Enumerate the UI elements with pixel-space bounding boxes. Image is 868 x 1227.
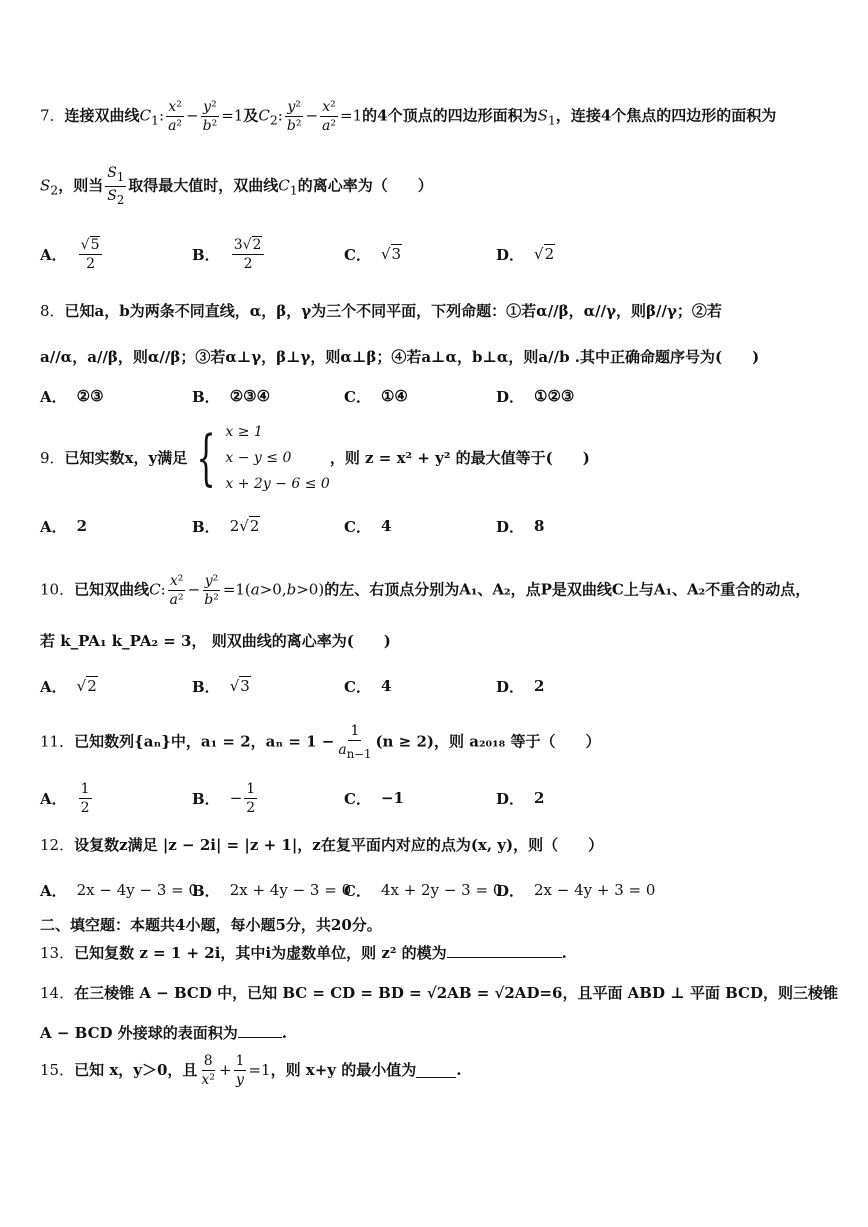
question-12: 12．设复数z满足 |z − 2i| = |z + 1|，z在复平面内对应的点为(x, y)，则（ ） bbox=[40, 836, 604, 854]
question-14-line2: A − BCD 外接球的表面积为 . bbox=[40, 1024, 288, 1042]
option-a: A． √2 bbox=[40, 677, 97, 696]
option-c: C． −1 bbox=[344, 789, 404, 808]
option-d: D． 2x − 4y + 3 = 0 bbox=[496, 881, 656, 900]
question-8-options bbox=[40, 376, 840, 416]
option-b: B． $\frac{3√2}{2}$ bbox=[192, 234, 266, 274]
option-d: D． 2 bbox=[496, 789, 545, 808]
option-c: C． 4 bbox=[344, 517, 392, 536]
option-b: B． − $\frac{1}{2}$ bbox=[192, 780, 256, 816]
option-a: A． 2x − 4y − 3 = 0 bbox=[40, 881, 199, 900]
option-b: B． 2√2 bbox=[192, 517, 260, 536]
question-7-options bbox=[40, 234, 840, 274]
question-15: 15． 已知 x，y＞0，且 $\frac{8}{\text{x²}}$ + $\frac{1}{y}$ =1 ，则 x+y 的最小值为 . bbox=[40, 1052, 462, 1088]
question-8-line2: a//α，a//β，则α//β；③若α⊥γ，β⊥γ，则α⊥β；④若a⊥α，b⊥α，则a//b .其中正确命题序号为( ) bbox=[40, 348, 760, 366]
question-11-options bbox=[40, 778, 840, 818]
question-7: 7．连接双曲线$C_1$: $\frac{\text{x²}}{\text{a²}}$ − $\frac{\text{y²}}{\text{b²}}$ =1及$C_2$: $\frac{\text{y²}}{\text{b²}}$ − $\frac{\text{x²}}{\text{a²}}$ =1的4个顶点的四边形面积为$S_1$，连接4个焦点的四边形的面积为 bbox=[40, 99, 777, 134]
option-d: D． √2 bbox=[496, 245, 555, 264]
option-c: C． 4 bbox=[344, 677, 392, 696]
question-10: 10．已知双曲线C: $\frac{\text{x²}}{\text{a²}}$ − $\frac{\text{y²}}{\text{b²}}$ =1(a>0,b>0)的左、右顶点分别为A₁、A₂，点P是双曲线C上与A₁、A₂不重合的动点， bbox=[40, 573, 811, 608]
question-9-options bbox=[40, 506, 840, 546]
option-d: D． 2 bbox=[496, 677, 545, 696]
question-14: 14．在三棱锥 A − BCD 中，已知 BC = CD = BD = √2AB = √2AD=6，且平面 ABD ⊥ 平面 BCD，则三棱锥 bbox=[40, 984, 838, 1002]
answer-blank[interactable] bbox=[447, 957, 562, 958]
option-a: A． $\frac{√5}{2}$ bbox=[40, 234, 104, 274]
question-10-line2: 若 k_PA₁ k_PA₂ = 3， 则双曲线的离心率为( ) bbox=[40, 632, 391, 650]
option-a: A． 2 bbox=[40, 517, 88, 536]
option-c: C． ①④ bbox=[344, 387, 408, 406]
option-d: D． ①②③ bbox=[496, 387, 575, 406]
option-b: B． √3 bbox=[192, 677, 250, 696]
option-c: C． √3 bbox=[344, 245, 402, 264]
question-7-line2: $S_2$，则当 $\frac{S_1}{S_2}$ 取得最大值时，双曲线$C_1$的离心率为（ ） bbox=[40, 165, 433, 207]
question-11: 11．已知数列{aₙ}中，a₁ = 2，aₙ = 1 − $\frac{1}{a_{n-1}}$ (n ≥ 2)，则 a₂₀₁₈ 等于（ ） bbox=[40, 723, 601, 761]
answer-blank[interactable] bbox=[416, 1077, 456, 1078]
option-a: A． ②③ bbox=[40, 387, 104, 406]
option-b: B． ②③④ bbox=[192, 387, 271, 406]
question-8: 8．已知a，b为两条不同直线，α，β，γ为三个不同平面，下列命题：①若α//β，α//γ，则β//γ；②若 bbox=[40, 302, 722, 320]
option-b: B． 2x + 4y − 3 = 0 bbox=[192, 881, 352, 900]
question-13: 13．已知复数 z = 1 + 2i，其中i为虚数单位，则 z² 的模为 . bbox=[40, 944, 567, 962]
question-12-options bbox=[40, 870, 840, 910]
answer-blank[interactable] bbox=[238, 1037, 282, 1038]
inequality-system: { x ≥ 1 x − y ≤ 0 x + 2y − 6 ≤ 0 bbox=[196, 423, 330, 493]
question-10-options bbox=[40, 666, 840, 706]
option-c: C． 4x + 2y − 3 = 0 bbox=[344, 881, 503, 900]
section-heading: 二、填空题：本题共4小题，每小题5分，共20分。 bbox=[40, 916, 382, 934]
option-a: A． $\frac{1}{2}$ bbox=[40, 780, 90, 816]
question-number: 7． bbox=[40, 106, 65, 125]
question-9: 9． 已知实数x，y满足 { x ≥ 1 x − y ≤ 0 x + 2y − 6 ≤ 0 ，则 z = x² + y² 的最大值等于( ) bbox=[40, 418, 840, 498]
option-d: D． 8 bbox=[496, 517, 545, 536]
